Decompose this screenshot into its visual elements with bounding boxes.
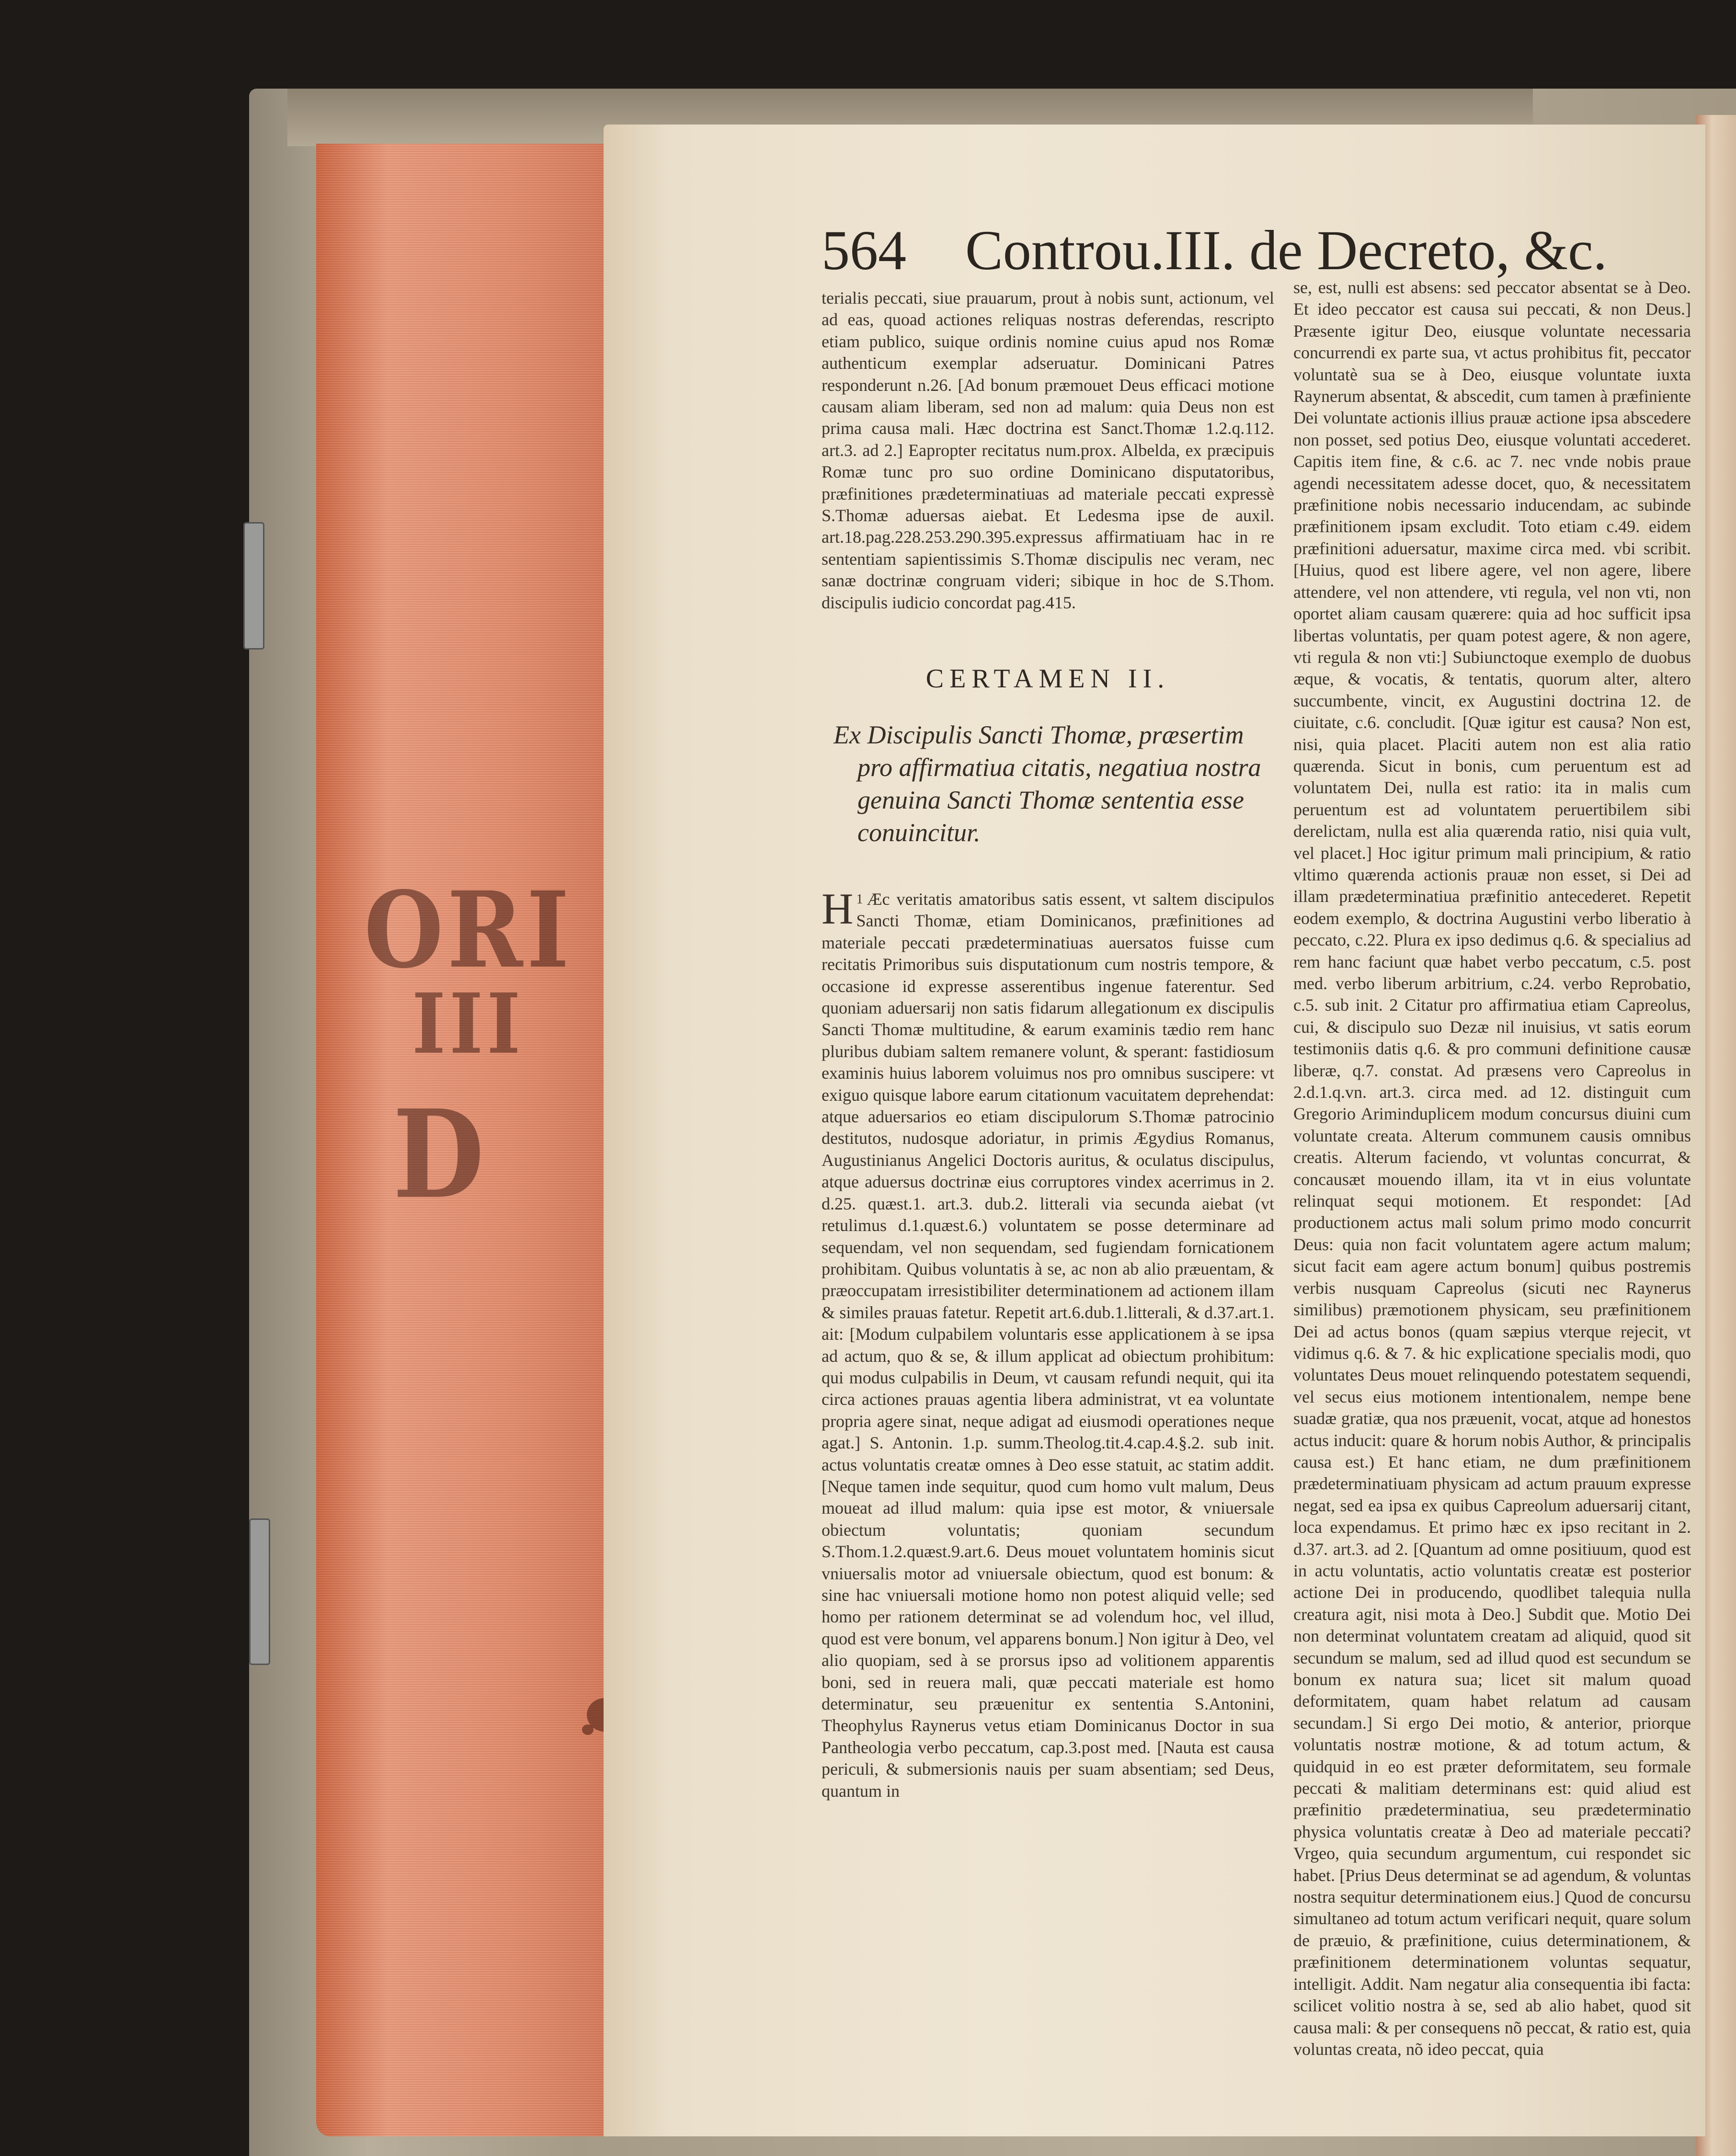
left-column-top-paragraph: terialis peccati, siue prauarum, prout à nobis sunt, actionum, vel ad eas, quoad actiones reliquas nostras deferendas, rescripto etiam publico, suique ordinis nomine cuius apud nos Romæ authenticum exemplar adseruatur. Dominicani Patres responderunt n.26. [Ad bonum præmouet Deus efficaci motione causam aliam liberam, sed non ad malum: quia Deus non est prima causa mali. Hæc doctrina est Sanct.Thomæ 1.2.q.112. art.3. ad 2.] Eapropter recitatus num.prox. Albelda, ex præcipuis Romæ tunc pro suo ordine Dominicano disputatoribus, præfinitiones prædeterminatiuas ad materiale peccati expressè S.Thomæ aduersas aiebat. Et Ledesma ipse de auxil. art.18.pag.228.253.290.395.expressus affirmatiuam hac in re sententiam sapientissimis S.Thomæ discipulis nec veram, nec sanæ doctrinæ congruam videri; sibique in hoc de S.Thom. discipulis iudicio concordat pag.415. [822,288,1274,612]
summary-line-1: Ex Discipulis Sancti Thomæ, præsertim [834,720,1244,749]
metal-clasp-upper [243,522,264,650]
right-column-text [1293,277,1691,2059]
summary-line-4: conuincitur. [857,818,981,847]
section-summary [834,719,1274,849]
summary-line-2: pro affirmatiua citatis, negatiua nostra [857,753,1261,782]
fore-edge-stamp-line3: D [393,1083,488,1226]
left-column-bottom-text [822,884,1274,1851]
ink-stain-small [582,1724,594,1735]
left-column-top-text [822,287,1274,642]
section-heading: CERTAMEN II. [925,664,1170,694]
left-column-bottom-body: Æc veritatis amatoribus satis essent, vt saltem discipulos Sancti Thomæ, etiam Dominicanos, præfinitiones ad materiale peccati prædeterminatiuas auersatos fuisse cum recitatis Primoribus suis disputationum cum nostris tempore, & occasione id expresse asserentibus ingenue faterentur. Sed quoniam aduersarij non satis fidarum allegationum ex discipulis Sancti Thomæ multitudine, & earum examinis tædio rem hanc pluribus dubiam saltem remanere volunt, & sperant: fastidiosum examinis huius laborem voluimus nos pro omnibus suscipere: vt exiguo quisque labore earum citationum vacuitatem deprehendat: atque aduersarios eo etiam discipulorum S.Thomæ patrocinio destitutos, nudosque adoriatur, in primis Ægydius Romanus, Augustinianus Angelici Doctoris auritus, & oculatus discipulus, atque aduersus doctrinæ eius corruptores vindex acerrimus in 2. d.25. quæst.1. art.3. dub.2. litterali via secunda aiebat (vt retulimus d.1.quæst.6.) voluntatem se posse determinare ad sequendam, vel non sequendam, sed fugiendam fornicationem prohibitam. Quibus voluntatis à se, ac non ab alio præuentam, & præoccupatam irresistibiliter determinationem ad actionem illam & similes prauas fatetur. Repetit art.6.dub.1.litterali, & d.37.art.1. ait: [Modum culpabilem voluntaris esse applicationem à se ipsa ad actum, quo & se, & illum applicat ad obiectum prohibitum: qui modus culpabilis in Deum, vt causam refundi nequit, qui ita circa actiones prauas agentia libera administrat, vt ea voluntate propria agere sinat, neque adigat ad eiusmodi operationes neque agat.] S. Antonin. 1.p. summ.Theolog.tit.4.cap.4.§.2. sub init. actus voluntatis creatæ omnes à Deo esse statuit, ac statim addit. [Neque tamen inde sequitur, quod cum homo vult malum, Deus moueat ad illud malum: quia ipse est motor, & vniuersale obiectum voluntatis; quoniam secundum S.Thom.1.2.quæst.9.art.6. Deus mouet voluntatem hominis sicut vniuersalis motor ad vniuersale obiectum, quod est bonum: & sine hac vniuersali motione homo non potest aliquid velle; sed homo per rationem determinat se ad volendum hoc, vel illud, quod est vere bonum, vel apparens bonum.] Non igitur à Deo, vel alio quopiam, sed à se prorsus ipso ad volitionem apparentis boni, sed in reuera mali, quæ peccati materiale est homo determinatur, seu præuenitur ex sententia S.Antonini, Theophylus Raynerus vetus etiam Dominicanus Doctor in sua Pantheologia verbo peccatum, cap.3.post med. [Nauta est causa periculi, & submersionis nauis per suam absentiam; sed Deus, quantum in [822,890,1274,1801]
drop-cap: H [822,884,854,933]
running-title: Controu.III. de Decreto, &c. [965,219,1608,282]
left-column-bottom-paragraph [822,884,1274,1802]
right-column-paragraph: se, est, nulli est absens: sed peccator absentat se à Deo. Et ideo peccator est causa sui peccati, & non Deus.] Præsente igitur Deo, eiusque voluntate necessaria concurrendi ex parte sua, vt actus prohibitus fit, peccator voluntatè sua se à Deo, eiusque voluntate iuxta Raynerum absentat, & abscedit, cum tamen à præfiniente Dei voluntate actionis illius prauæ actione ipsa abscedere non posset, sed potius Deo, eiusque voluntati accederet. Capitis item fine, & c.6. ac 7. nec vnde nobis praue agendi necessitatem adesse docet, quo, & necessitatem præfinitione nobis necessario inducendam, ac subinde præfinitionem ipsam excludit. Toto etiam c.49. eidem præfinitioni aduersatur, maxime circa med. vbi scribit. [Huius, quod est libere agere, vel non agere, libere attendere, vel non attendere, vti regula, vel non vti, non oportet aliam causam quærere: quia ad hoc sufficit ipsa libertas voluntatis, per quam potest agere, & non agere, vti regula & non vti:] Subiunctoque exemplo de duobus æque, & vocatis, & tentatis, quorum alter, altero succumbente, vincit, ex Augustini doctrina 12. de ciuitate, c.6. concludit. [Quæ igitur est causa? Non est, nisi, quia placet. Placiti autem non est alia ratio quærenda. Sicut in bonis, cum peruentum est ad voluntatem Dei, nulla est ratio: ita in malis cum peruentum est ad voluntatem peruertibilem sibi derelictam, nulla est alia quærenda ratio, nisi quia vult, vel placet.] Hoc igitur primum mali principium, & ratio vltimo quærenda actionis prauæ non esset, si Dei ad illam prædeterminatiua præfinitio antecederet. Repetit eodem exemplo, & doctrina Augustini verbo liberatio à peccato, c.22. Plura ex ipso dedimus q.6. & specialius ad rem hanc faciunt quæ habet verbo peccatum, c.5. post med. verbo liberum arbitrium, c.24. verbo Reprobatio, c.5. sub init. 2 Citatur pro affirmatiua etiam Capreolus, cui, & discipulo suo Dezæ nil inuisius, vt satis eorum testimoniis datis q.6. & pro communi definitione causæ liberæ, q.7. constat. Ad præsens vero Capreolus in 2.d.1.q.vn. art.3. circa med. ad 12. distinguit cum Gregorio Ariminduplicem modum concursus diuini cum voluntate creata. Alterum communem causis omnibus creatis. Alterum faciendo, vt voluntas concurrat, & concausæt mouendo illam, ita vt in eius voluntate relinquat sequi motionem. Et respondet: [Ad productionem actus mali solum primo modo concurrit Deus: quia non facit voluntatem agere actum malum; sicut facit eam agere actum bonum] quibus postremis verbis nusquam Capreolus (sicuti nec Raynerus similibus) præmotionem physicam, seu præfinitionem Dei ad actus bonos (quam sæpius vterque rejecit, vt vidimus q.6. & 7. & hic explicatione specialis modi, quo voluntates Deus mouet relinquendo potestatem sequendi, vel secus eius motionem intentionalem, nempe bene suadæ gratiæ, qua nos præuenit, vocat, atque ad honestos actus inducit: quare & horum nobis Author, & principalis causa est.) Et hanc etiam, ne dum præfinitionem prædeterminatiuam physicam ad actum prauum expresse negat, sed ea ipsa ex quibus Capreolum aduersarij citant, loca expendamus. Et primo hæc ex ipso recitant in 2. d.37. art.3. ad 2. [Quantum ad omne positiuum, quod est in actu voluntatis, actio voluntatis creatæ est posterior actione Dei in producendo, quodlibet talequia nulla creatura agit, nisi mota à Deo.] Subdit que. Motio Dei non determinat voluntatem creatam ad aliquid, quod sit secundum se malum, sed ad illud quod est secundum se bonum ex natura sua; licet sit malum quoad deformitatem, quam habet relatum ad causam secundam.] Si ergo Dei motio, & anterior, priorque voluntatis nostræ motione, & ad totum actum, & quidquid in eo est præter deformitatem, seu formale peccati & malitiam determinans est: quid aliud est præfinitio prædeterminatiua, seu prædeterminatio physica voluntatis creatæ à Deo ad materiale peccati? Vrgeo, quia secundum argumentum, cui respondet sic habet. [Prius Deus determinat se ad agendum, & voluntas nostra sequitur determinationem eius.] Quod de concursu simultaneo ad totum actum verificari nequit, quare solum de præuio, & præfinitione, cuius determinationem, & præfinitionem determinationem voluntas sequatur, intelligit. Addit. Nam negatur alia consequentia ibi facta: scilicet volitio nostra à se, sed ab alio habet, quod sit causa mali: & per consequens nõ peccat, & ratio est, quia voluntas creata, nõ ideo peccat, quia [1293,278,1691,2059]
page-number: 564 [822,219,906,282]
metal-clasp-lower [249,1518,270,1665]
paragraph-number: 1 [856,892,863,907]
fore-edge-stamp-line1: ORI [364,868,573,992]
summary-line-3: genuina Sancti Thomæ sententia esse [857,786,1244,814]
fore-edge-stamp-line2: III [412,975,525,1073]
